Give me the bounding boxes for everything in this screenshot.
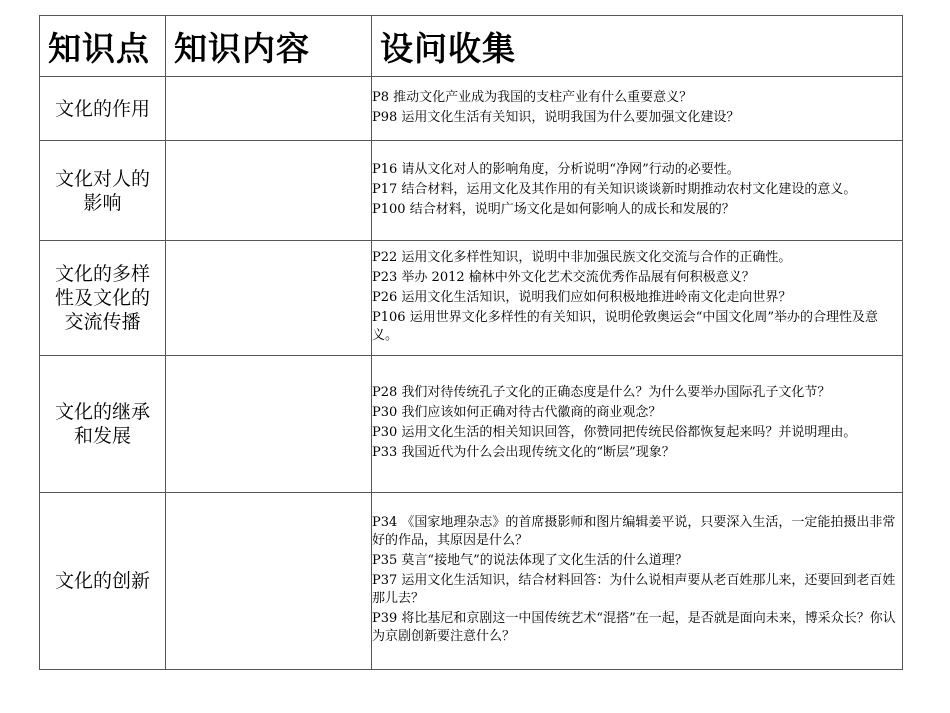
header-content: 知识内容 bbox=[166, 16, 372, 77]
question-item: P39 将比基尼和京剧这一中国传统艺术“混搭”在一起，是否就是面向未来，博采众长？你认为京剧创新要注意什么？ bbox=[372, 611, 896, 644]
question-item: P16 请从文化对人的影响角度，分析说明“净网”行动的必要性。 bbox=[372, 161, 740, 177]
header-questions: 设问收集 bbox=[372, 16, 903, 77]
question-item: P23 举办 2012 榆林中外文化艺术交流优秀作品展有何积极意义？ bbox=[372, 270, 755, 285]
question-item: P30 我们应该如何正确对待古代徽商的商业观念？ bbox=[372, 405, 662, 420]
content-cell bbox=[166, 356, 372, 493]
question-item: P106 运用世界文化多样性的有关知识，说明伦敦奥运会“中国文化周”举办的合理性及意义。 bbox=[372, 310, 878, 343]
content-cell bbox=[166, 241, 372, 356]
question-item: P100 结合材料，说明广场文化是如何影响人的成长和发展的？ bbox=[372, 201, 735, 217]
questions-cell bbox=[372, 141, 903, 241]
question-item: P98 运用文化生活有关知识，说明我国为什么要加强文化建设？ bbox=[372, 109, 740, 125]
topic-cell: 文化的创新 bbox=[40, 493, 166, 670]
header-row bbox=[40, 16, 903, 77]
table-row bbox=[40, 77, 903, 141]
question-item: P22 运用文化多样性知识，说明中非加强民族文化交流与合作的正确性。 bbox=[372, 250, 792, 265]
question-item: P34 《国家地理杂志》的首席摄影师和图片编辑姜平说，只要深入生活，一定能拍摄出非常好的作品，其原因是什么？ bbox=[372, 515, 896, 548]
table-row bbox=[40, 356, 903, 493]
questions-cell bbox=[372, 356, 903, 493]
questions-cell bbox=[372, 241, 903, 356]
content-cell bbox=[166, 493, 372, 670]
question-item: P30 运用文化生活的相关知识回答，你赞同把传统民俗都恢复起来吗？并说明理由。 bbox=[372, 425, 857, 440]
questions-cell bbox=[372, 77, 903, 141]
question-item: P26 运用文化生活知识，说明我们应如何积极地推进岭南文化走向世界？ bbox=[372, 290, 792, 305]
question-item: P35 莫言“接地气”的说法体现了文化生活的什么道理？ bbox=[372, 553, 688, 568]
content-cell bbox=[166, 141, 372, 241]
knowledge-table bbox=[39, 15, 903, 670]
topic-cell: 文化的作用 bbox=[40, 77, 166, 141]
questions-cell bbox=[372, 493, 903, 670]
question-item: P28 我们对待传统孔子文化的正确态度是什么？为什么要举办国际孔子文化节？ bbox=[372, 385, 831, 400]
table-row bbox=[40, 241, 903, 356]
table-row bbox=[40, 493, 903, 670]
topic-cell: 文化的多样 性及文化的 交流传播 bbox=[40, 241, 166, 356]
question-item: P37 运用文化生活知识，结合材料回答：为什么说相声要从老百姓那儿来，还要回到老百姓那儿去？ bbox=[372, 573, 896, 606]
topic-cell: 文化对人的 影响 bbox=[40, 141, 166, 241]
content-cell bbox=[166, 77, 372, 141]
table-row bbox=[40, 141, 903, 241]
topic-cell: 文化的继承 和发展 bbox=[40, 356, 166, 493]
question-item: P8 推动文化产业成为我国的支柱产业有什么重要意义？ bbox=[372, 89, 693, 105]
question-item: P33 我国近代为什么会出现传统文化的“断层”现象？ bbox=[372, 445, 675, 460]
header-topic: 知识点 bbox=[40, 16, 166, 77]
question-item: P17 结合材料，运用文化及其作用的有关知识谈谈新时期推动农村文化建设的意义。 bbox=[372, 181, 857, 197]
